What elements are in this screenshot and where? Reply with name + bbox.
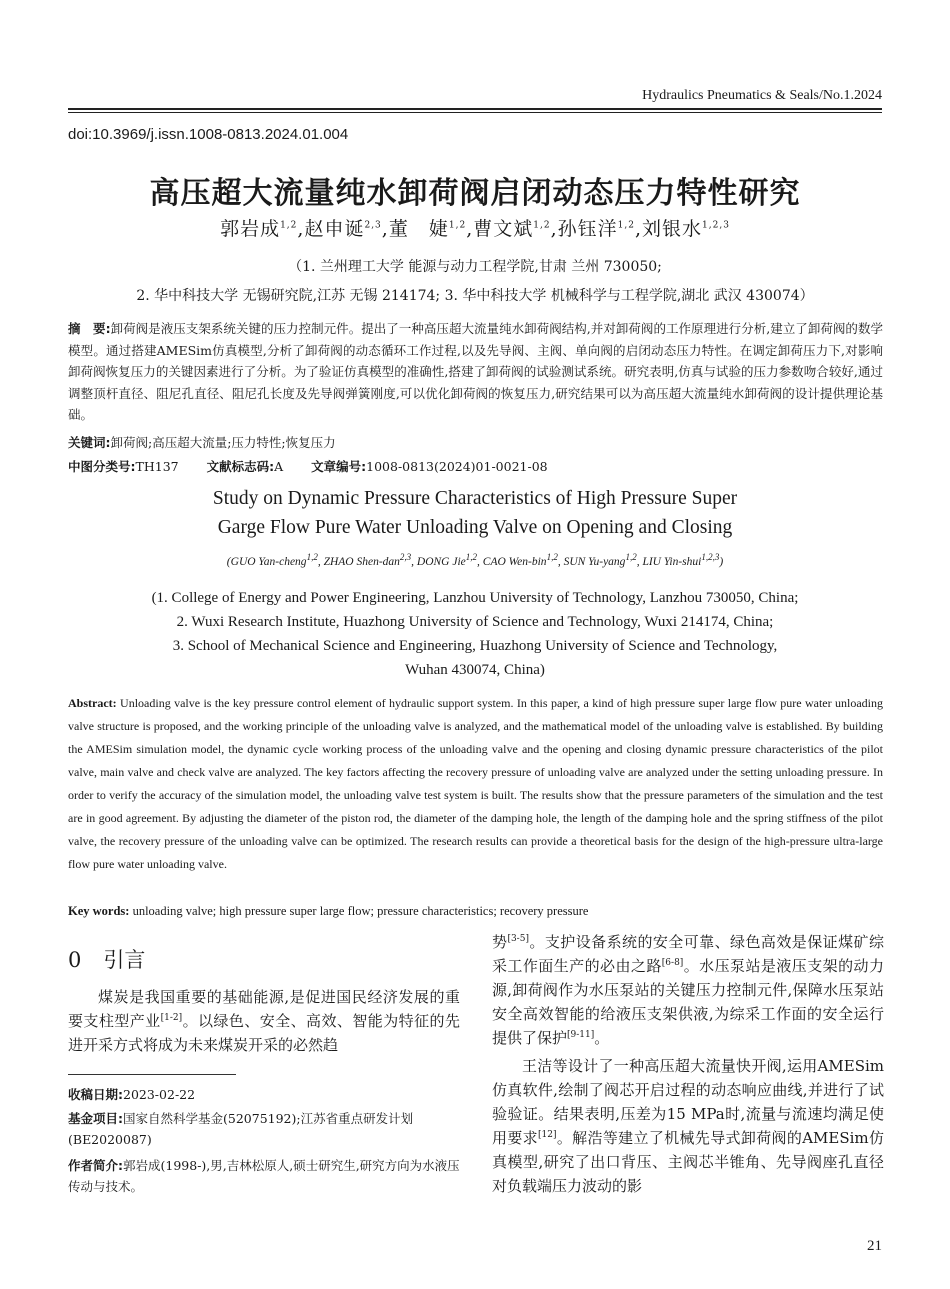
- author-affil: 2,3: [364, 220, 382, 231]
- author-paren-close: ): [719, 556, 724, 568]
- footnote-received: [68, 1084, 463, 1105]
- received-value: 2023-02-22: [123, 1087, 196, 1102]
- paragraph-text: 。解浩等建立了机械先导式卸荷阀的AMESim仿真模型,研究了出口背压、主阀芯半锥角、先导阀座孔直径对负载端压力波动的影: [492, 1129, 884, 1195]
- abstract-chinese: [68, 318, 883, 426]
- footnote-author: [68, 1155, 463, 1197]
- keywords-english: [68, 904, 588, 919]
- paragraph-text: 王洁等设计了一种高压超大流量快开阀,运用AMESim仿真软件,绘制了阀芯开启过程的动态响应曲线,并进行了试验验证。结果表明,压差为15 MPa时,流量与流速均满足使用要求: [492, 1057, 884, 1147]
- author-sep: ,: [550, 218, 558, 240]
- abstract-en-text: Unloading valve is the key pressure control element of hydraulic support system. In this paper, a kind of high pressure super large flow pure water unloading valve structure is proposed, and the working principle of the unloading valve is analyzed, and the mathematical model of the unloading valve is established. By building the AMESim simulation model, the dynamic cycle working process of the unloading valve and the opening and closing dynamic pressure characteristics of the pilot valve, main valve and check valve are analyzed. The key factors affecting the recovery pressure of unloading valve are analyzed under the setting unloading pressure. In order to verify the accuracy of the simulation model, the unloading valve test system is built. The results show that the pressure parameters of the simulation and the test are in good agreement. By adjusting the diameter of the piston rod, the diameter of the damping hole, the length of the damping hole and the spring stiffness of the pilot valve, the recovery pressure of the unloading valve can be optimized. The research results can provide a theoretical basis for the design of the high-pressure ultra-large flow pure water unloading valve.: [68, 696, 883, 871]
- keywords-cn-text: 卸荷阀;高压超大流量;压力特性;恢复压力: [110, 435, 336, 450]
- body-column-left: [68, 985, 460, 1057]
- author-sep: ,: [411, 556, 417, 568]
- title-english-line1: Study on Dynamic Pressure Characteristics of High Pressure Super: [212, 488, 738, 509]
- authors-english: [0, 552, 950, 568]
- section-title: 引言: [103, 948, 146, 972]
- citation[interactable]: [9-11]: [567, 1030, 595, 1040]
- author-name: DONG Jie: [416, 556, 466, 568]
- abstract-english: [68, 692, 883, 876]
- author-affil: 1,2: [617, 220, 635, 231]
- paragraph: [68, 985, 460, 1057]
- citation[interactable]: [6-8]: [661, 958, 684, 968]
- author-name: GUO Yan-cheng: [230, 556, 307, 568]
- keywords-en-text: unloading valve; high pressure super large flow; pressure characteristics; recovery pressure: [129, 904, 589, 918]
- paragraph-text: 。以绿色、安全、高效、智能为特征的先进开采方式将成为未来煤炭开采的必然趋: [68, 1012, 460, 1054]
- author-sep: ,: [477, 556, 483, 568]
- author-bio-label: 作者简介:: [68, 1158, 123, 1173]
- header-rule-thin: [68, 112, 882, 113]
- author-name: 董 婕: [388, 218, 449, 240]
- header-rule-thick: [68, 108, 882, 110]
- affiliation-en-line4: Wuhan 430074, China): [405, 662, 545, 678]
- affiliation-en-line1: (1. College of Energy and Power Engineering, Lanzhou University of Technology, Lanzhou 730050, China;: [151, 590, 799, 606]
- author-affil: 1,2: [533, 220, 551, 231]
- author-affil: 1,2,3: [701, 552, 720, 563]
- funding-value: 国家自然科学基金(52075192);江苏省重点研发计划(BE2020087): [68, 1111, 414, 1147]
- author-name: CAO Wen-bin: [482, 556, 547, 568]
- keywords-chinese: [68, 433, 336, 451]
- title-chinese: 高压超大流量纯水卸荷阀启闭动态压力特性研究: [149, 176, 801, 211]
- citation[interactable]: [1-2]: [160, 1013, 183, 1023]
- body-column-right: [492, 930, 884, 1198]
- page-number: 21: [867, 1238, 882, 1254]
- classification-line: [68, 457, 548, 475]
- author-paren-open: (: [226, 556, 231, 568]
- citation[interactable]: [3-5]: [507, 934, 529, 944]
- doc-code-value: A: [274, 459, 284, 474]
- abstract-cn-label: 摘 要:: [68, 321, 111, 336]
- paragraph-text: 。支护设备系统的安全可靠、绿色高效是保证煤矿综采工作面生产的必由之路: [492, 933, 884, 975]
- author-name: 孙钰洋: [557, 218, 618, 240]
- author-affil: 1,2: [625, 552, 637, 563]
- author-name: SUN Yu-yang: [563, 556, 626, 568]
- affiliation-cn-line1: （1. 兰州理工大学 能源与动力工程学院,甘肃 兰州 730050;: [288, 259, 662, 275]
- author-sep: ,: [634, 218, 643, 240]
- author-sep: ,: [636, 556, 643, 568]
- affiliation-cn-line2: 2. 华中科技大学 无锡研究院,江苏 无锡 214174; 3. 华中科技大学 机械科学与工程学院,湖北 武汉 430074）: [136, 288, 814, 304]
- author-affil: 1,2: [448, 220, 467, 231]
- section-number: 0: [68, 948, 82, 972]
- authors-chinese: [0, 214, 950, 241]
- paragraph: [492, 1054, 884, 1198]
- author-affil: 1,2: [546, 552, 558, 563]
- paragraph-text: 。水压泵站是液压支架的动力源,卸荷阀作为水压泵站的关键压力控制元件,保障水压泵站安全高效智能的给液压支架供液,为综采工作面的安全运行提供了保护: [492, 957, 884, 1047]
- paragraph: [492, 930, 884, 1050]
- citation[interactable]: [12]: [538, 1130, 557, 1140]
- footnote-funding: [68, 1108, 463, 1150]
- abstract-en-label: Abstract:: [68, 696, 117, 710]
- article-no-label: 文章编号:: [311, 459, 367, 474]
- affiliation-en-line2: 2. Wuxi Research Institute, Huazhong University of Science and Technology, Wuxi 214174, China;: [176, 614, 774, 630]
- keywords-en-label: Key words:: [68, 904, 130, 918]
- author-bio-value: 郭岩成(1998-),男,吉林松原人,硕士研究生,研究方向为水液压传动与技术。: [68, 1158, 460, 1194]
- funding-label: 基金项目:: [68, 1111, 123, 1126]
- author-sep: ,: [297, 218, 305, 240]
- clc-label: 中图分类号:: [68, 459, 136, 474]
- paragraph-text: 煤炭是我国重要的基础能源,是促进国民经济发展的重要支柱型产业: [68, 988, 460, 1030]
- author-name: ZHAO Shen-dan: [323, 556, 400, 568]
- author-affil: 1,2,3: [702, 220, 730, 231]
- author-affil: 1,2: [465, 552, 478, 563]
- article-no-value: 1008-0813(2024)01-0021-08: [366, 459, 548, 474]
- author-affil: 1,2: [306, 552, 318, 563]
- author-sep: ,: [557, 556, 564, 568]
- journal-header: Hydraulics Pneumatics & Seals/No.1.2024: [642, 88, 882, 103]
- title-english-line2: Garge Flow Pure Water Unloading Valve on Opening and Closing: [217, 517, 733, 538]
- author-affil: 2,3: [399, 552, 412, 563]
- paragraph-text: 。: [594, 1029, 610, 1047]
- author-name: 赵申诞: [304, 218, 365, 240]
- author-name: 曹文斌: [473, 218, 534, 240]
- author-sep: ,: [381, 218, 389, 240]
- author-name: LIU Yin-shui: [642, 556, 702, 568]
- footnote-rule: [68, 1074, 236, 1075]
- author-name: 刘银水: [642, 218, 703, 240]
- abstract-cn-text: 卸荷阀是液压支架系统关键的压力控制元件。提出了一种高压超大流量纯水卸荷阀结构,并对卸荷阀的工作原理进行分析,建立了卸荷阀的数学模型。通过搭建AMESim仿真模型,分析了卸荷阀的动态循环工作过程,以及先导阀、主阀、单向阀的启闭动态压力特性。在调定卸荷压力下,对影响卸荷阀恢复压力的关键因素进行了分析。为了验证仿真模型的准确性,搭建了卸荷阀的试验测试系统。研究表明,仿真与试验的压力参数吻合较好,通过调整顶杆直径、阻尼孔直径、阻尼孔长度及先导阀弹簧刚度,可以优化卸荷阀的恢复压力,研究结果可以为高压超大流量纯水卸荷阀的设计提供理论基础。: [68, 321, 883, 422]
- author-affil: 1,2: [280, 220, 298, 231]
- doc-code-label: 文献标志码:: [206, 459, 275, 474]
- received-label: 收稿日期:: [68, 1087, 123, 1102]
- keywords-cn-label: 关键词:: [68, 435, 111, 450]
- author-sep: ,: [466, 218, 474, 240]
- author-name: 郭岩成: [220, 218, 281, 240]
- paragraph-text: 势: [492, 933, 508, 951]
- clc-value: TH137: [135, 459, 179, 474]
- doi[interactable]: doi:10.3969/j.issn.1008-0813.2024.01.004: [68, 126, 349, 143]
- affiliation-en-line3: 3. School of Mechanical Science and Engineering, Huazhong University of Science and Technology,: [172, 638, 778, 654]
- section-heading-intro: [68, 944, 145, 974]
- author-sep: ,: [317, 556, 324, 568]
